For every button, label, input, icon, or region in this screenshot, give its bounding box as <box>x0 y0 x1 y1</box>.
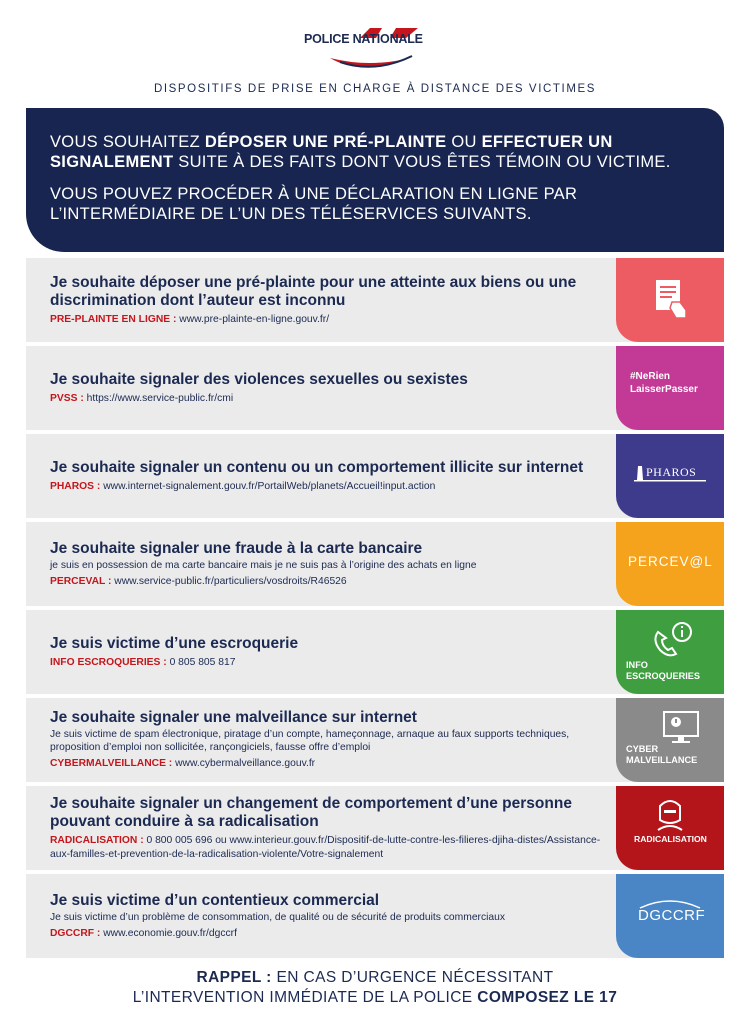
row-title: Je suis victime d’une escroquerie <box>50 634 299 652</box>
tile-text: PHAROS <box>646 465 697 479</box>
row-title: Je souhaite signaler un contenu ou un comportement illicite sur internet <box>50 458 584 476</box>
tile-perceval <box>616 522 724 606</box>
tile-text: INFO ESCROQUERIES <box>626 660 701 681</box>
tile-info-escroqueries <box>616 610 724 694</box>
banner-emphasis-preplainte: DÉPOSER UNE PRÉ-PLAINTE <box>204 133 447 151</box>
banner-text: OU <box>446 133 482 151</box>
row-title: Je suis victime d’un contentieux commercial <box>50 891 380 909</box>
tile-cybermalveillance <box>616 698 724 782</box>
service-row-cybermalveillance <box>26 698 724 782</box>
service-row-info-escroqueries <box>26 610 724 694</box>
row-link[interactable] <box>50 757 604 771</box>
reminder-label: RAPPEL : <box>196 969 272 986</box>
row-url[interactable]: www.pre-plainte-en-ligne.gouv.fr/ <box>176 313 330 325</box>
tile-preplainte <box>616 258 724 342</box>
row-service-label: PRE-PLAINTE EN LIGNE : <box>50 313 177 325</box>
tile-pvss <box>616 346 724 430</box>
tile-text: PERCEV@L <box>628 554 713 569</box>
row-service-label: INFO ESCROQUERIES : <box>50 656 167 668</box>
row-title: Je souhaite signaler une fraude à la carte bancaire <box>50 539 423 557</box>
page-subtitle: DISPOSITIFS DE PRISE EN CHARGE À DISTANCE DES VICTIMES <box>153 83 597 95</box>
tile-text: RADICALISATION <box>634 834 707 844</box>
intro-banner <box>26 108 724 252</box>
hooded-figure-icon <box>616 786 724 870</box>
service-row-perceval <box>26 522 724 606</box>
service-row-preplainte <box>26 258 724 342</box>
row-link[interactable] <box>50 575 604 589</box>
emergency-number: COMPOSEZ LE 17 <box>477 989 618 1006</box>
banner-text: SUITE À DES FAITS DONT VOUS ÊTES TÉMOIN OU VICTIME. <box>173 153 671 171</box>
row-description: Je suis victime d’un problème de consommation, de qualité ou de sécurité de produits commerciaux <box>50 911 506 923</box>
tile-dgccrf <box>616 874 724 958</box>
row-link[interactable] <box>50 656 604 670</box>
row-service-label: CYBERMALVEILLANCE : <box>50 758 173 769</box>
document-hand-icon <box>616 258 724 342</box>
tile-text: DGCCRF <box>638 907 706 924</box>
banner-paragraph-2: VOUS POUVEZ PROCÉDER À UNE DÉCLARATION EN LIGNE PAR L’INTERMÉDIAIRE DE L’UN DES TÉLÉSERVICES SUIVANTS. <box>50 185 578 223</box>
row-service-label: DGCCRF : <box>50 927 101 939</box>
police-nationale-logo <box>300 24 450 74</box>
logo-text: POLICE NATIONALE <box>304 32 423 46</box>
row-url[interactable]: www.economie.gouv.fr/dgccrf <box>100 927 237 939</box>
reminder-text: L’INTERVENTION IMMÉDIATE DE LA POLICE <box>132 989 478 1006</box>
row-title: Je souhaite déposer une pré-plainte pour une atteinte aux biens ou une discrimination dont l’auteur est inconnu <box>50 273 577 309</box>
reminder-line-1 <box>0 968 750 988</box>
service-row-pvss <box>26 346 724 430</box>
row-url[interactable]: www.cybermalveillance.gouv.fr <box>172 758 316 769</box>
computer-alert-icon <box>616 698 724 782</box>
row-link[interactable] <box>50 392 604 406</box>
row-url[interactable]: www.internet-signalement.gouv.fr/PortailWeb/planets/Accueil!input.action <box>100 480 436 492</box>
reminder-text: EN CAS D’URGENCE NÉCESSITANT <box>271 969 554 986</box>
row-description: Je suis victime de spam électronique, piratage d’un compte, hameçonnage, arnaque au faux supports techniques, proposition d’emploi non sollicitée, rançongiciels, fausse offre d’emploi <box>50 729 570 753</box>
banner-emphasis-signalement: EFFECTUER UN SIGNALEMENT <box>50 133 613 171</box>
row-link[interactable] <box>50 313 604 327</box>
service-row-pharos <box>26 434 724 518</box>
row-service-label: RADICALISATION : <box>50 834 144 846</box>
row-title: Je souhaite signaler une malveillance sur internet <box>50 709 417 726</box>
row-service-label: PERCEVAL : <box>50 575 112 587</box>
row-url[interactable]: 0 800 005 696 ou www.interieur.gouv.fr/Dispositif-de-lutte-contre-les-filieres-djiha-distes/Assistance-aux-familles-et-prevention-de-la-radicalisation-violente/Votre-signalement <box>50 834 601 860</box>
banner-text: VOUS SOUHAITEZ <box>50 133 205 151</box>
row-title: Je souhaite signaler un changement de comportement d’une personne pouvant conduire à sa radicalisation <box>50 794 572 830</box>
row-description: je suis en possession de ma carte bancaire mais je ne suis pas à l’origine des achats en ligne <box>50 559 477 571</box>
service-row-radicalisation <box>26 786 724 870</box>
tile-radicalisation <box>616 786 724 870</box>
row-url[interactable]: https://www.service-public.fr/cmi <box>83 392 234 404</box>
banner-paragraph-1 <box>50 132 702 172</box>
row-service-label: PHAROS : <box>50 480 101 492</box>
tile-text: CYBER MALVEILLANCE <box>626 744 698 765</box>
row-url[interactable]: www.service-public.fr/particuliers/vosdroits/R46526 <box>111 575 347 587</box>
tile-text: #NeRien LaisserPasser <box>630 371 698 395</box>
row-title: Je souhaite signaler des violences sexuelles ou sexistes <box>50 370 468 388</box>
reminder-line-2 <box>0 988 750 1008</box>
tile-pharos <box>616 434 724 518</box>
emergency-reminder <box>0 968 750 1008</box>
row-link[interactable] <box>50 834 604 862</box>
row-service-label: PVSS : <box>50 392 84 404</box>
service-row-dgccrf <box>26 874 724 958</box>
row-link[interactable] <box>50 480 604 494</box>
row-link[interactable] <box>50 927 604 941</box>
row-url[interactable]: 0 805 805 817 <box>166 656 236 668</box>
